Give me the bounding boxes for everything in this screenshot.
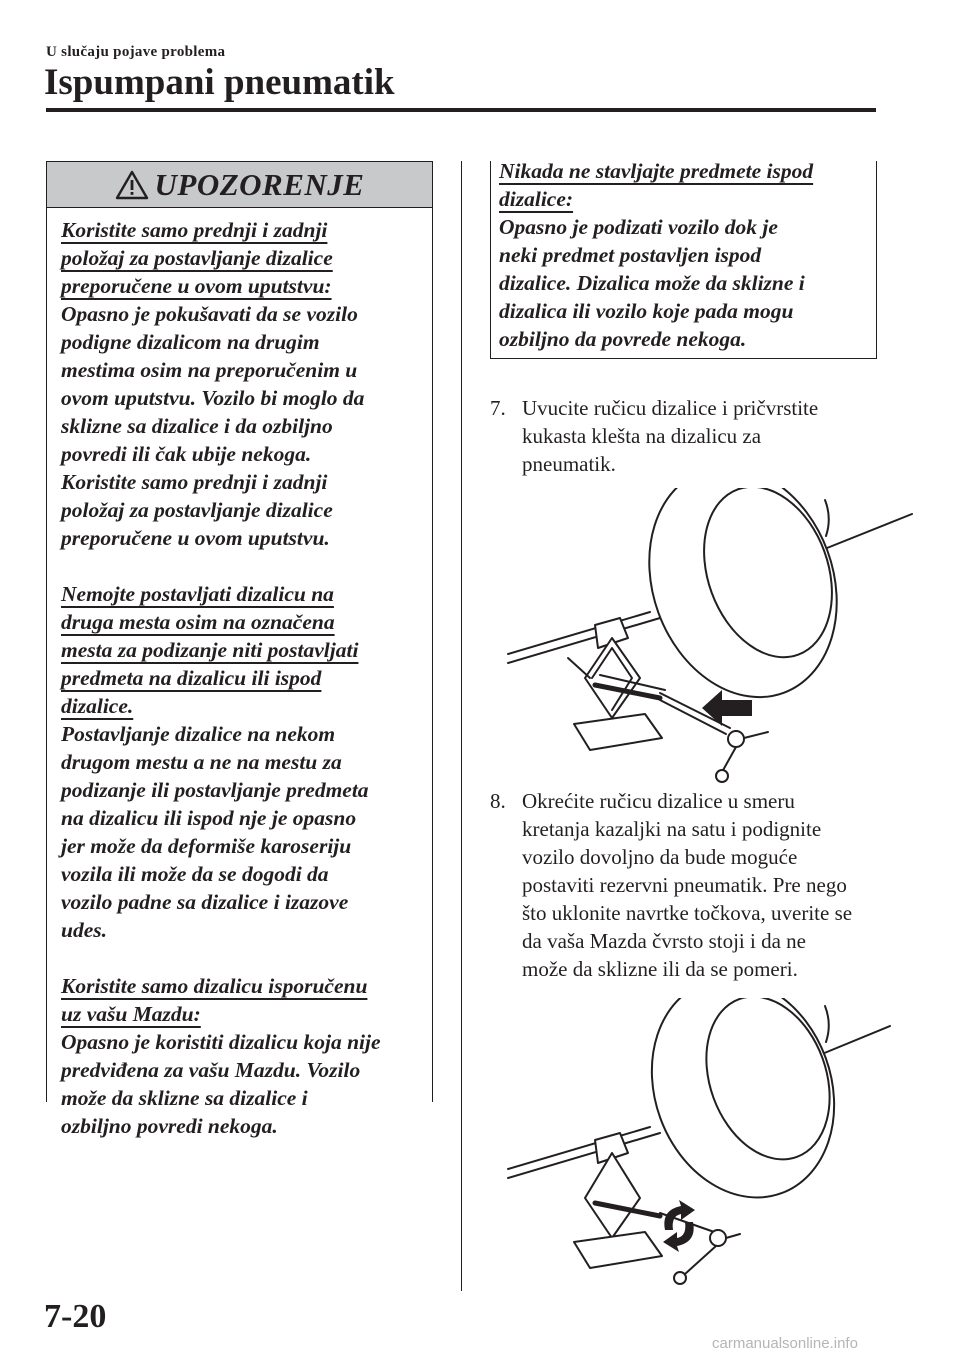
warning-body (61, 216, 421, 1140)
step-number: 8. (490, 789, 506, 813)
push-arrow-icon (700, 688, 756, 728)
warning-heading-4: Nikada ne stavljajte predmete ispod dizalice: (499, 159, 814, 211)
section-label: U slučaju pojave problema (46, 44, 226, 60)
warning-heading-1: Koristite samo prednji i zadnji položaj za postavljanje dizalice preporučene u ovom uputstvu: (61, 218, 333, 298)
warning-box (46, 161, 433, 1138)
warning-heading-2: Nemojte postavljati dizalicu na druga mesta osim na označena mesta za podizanje niti postavljati predmeta na dizalicu ili ispod dizalice. (61, 582, 359, 718)
warning-text-4: Opasno je podizati vozilo dok je neki predmet postavljen ispod dizalice. Dizalica može da sklizne i dizalica ili vozilo koje pada mogu ozbiljno da povrede nekoga. (499, 215, 805, 351)
step-text: Okrećite ručicu dizalice u smeru kretanja kazaljki na satu i podignite vozilo dovoljno da bude moguće postaviti rezervni pneumatik. Pre nego što uklonite navrtke točkova, uverite se da vaša Mazda čvrsto stoji i da ne može da sklizne ili da se pomeri. (522, 789, 853, 981)
page-title: Ispumpani pneumatik (44, 62, 395, 103)
column-divider (461, 161, 462, 1291)
warning-triangle-icon (115, 170, 149, 200)
warning-header (47, 162, 432, 208)
page-number: 7-20 (44, 1298, 107, 1335)
warning-text-1: Opasno je pokušavati da se vozilo podigne dizalicom na drugim mestima osim na preporučenim u ovom uputstvu. Vozilo bi moglo da sklizne sa dizalice i da ozbiljno povredi ili čak ubije nekoga. Koristite samo prednji i zadnji položaj za postavljanje dizalice preporučene u ovom uputstvu. (61, 302, 365, 550)
watermark: carmanualsonline.info (712, 1335, 858, 1352)
rotate-arrow-icon (655, 1200, 703, 1252)
jack-rotate-illustration (500, 998, 920, 1298)
title-rule (46, 108, 876, 112)
warning-text-3: Opasno je koristiti dizalicu koja nije predviđena za vašu Mazdu. Vozilo može da sklizne sa dizalice i ozbiljno povredi nekoga. (61, 1030, 381, 1138)
step-text: Uvucite ručicu dizalice i pričvrstite kukasta klešta na dizalicu za pneumatik. (522, 396, 819, 476)
warning-heading-3: Koristite samo dizalicu isporučenu uz vašu Mazdu: (61, 974, 368, 1026)
warning-box-continued (490, 161, 877, 359)
step-number: 7. (490, 396, 506, 420)
warning-title: UPOZORENJE (154, 166, 365, 202)
warning-body-continued (499, 157, 869, 353)
warning-text-2: Postavljanje dizalice na nekom drugom mestu a ne na mestu za podizanje ili postavljanje predmeta na dizalicu ili ispod nje je opasno jer može da deformiše karoseriju vozila ili može da se dogodi da vozilo padne sa dizalice i izazove udes. (61, 722, 369, 942)
jack-handle-illustration (500, 488, 920, 788)
